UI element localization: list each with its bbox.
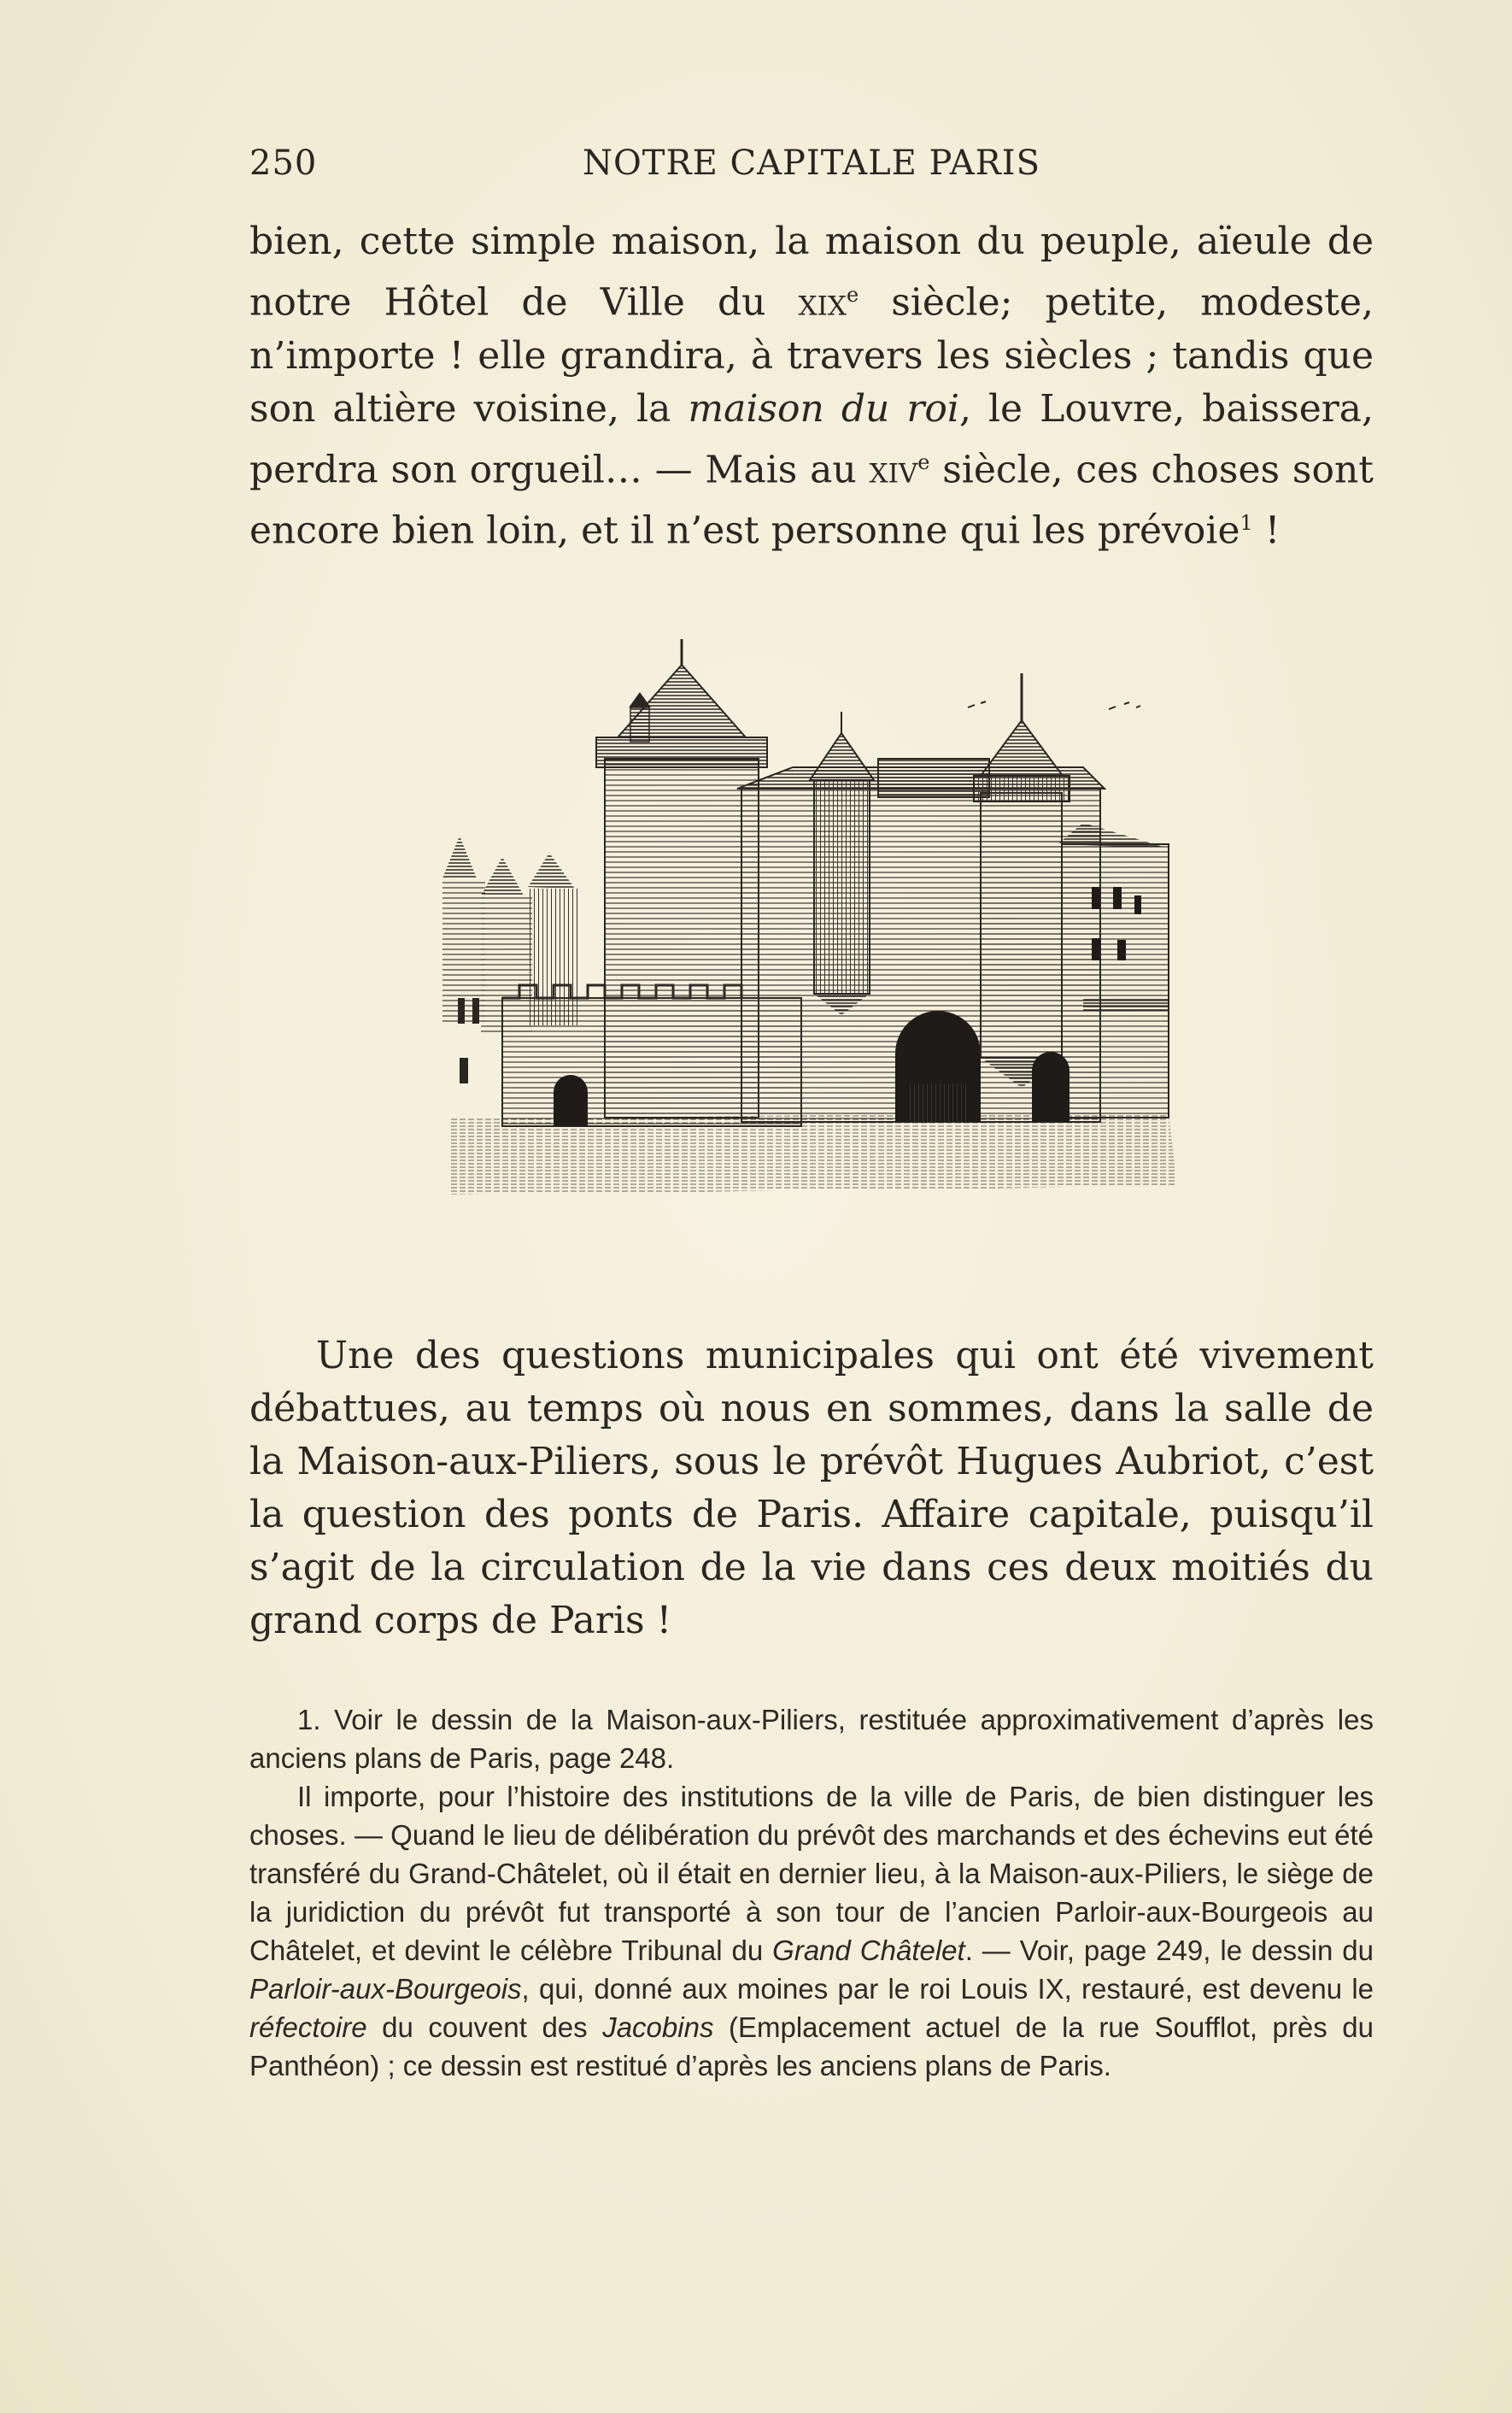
century-numeral: xix [798, 280, 847, 325]
century-numeral: xiv [869, 448, 918, 492]
page-header [249, 144, 1374, 195]
text-run: Il importe, pour l’histoire des institutions de la ville de Paris, de bien distinguer les choses. — Quand le lieu de délibération du prévôt des marchands et des échevins eut été transféré du Grand-Châtelet, où il était en dernier lieu, à la Maison-aux-Piliers, le siège de la juridiction du prévôt fut transporté à son tour de l’ancien Parloir-aux-Bourgeois au Châtelet, et devint le célèbre Tribunal du [249, 1781, 1374, 1966]
text-run: . — Voir, page 249, le dessin du [964, 1935, 1374, 1966]
superscript: e [917, 449, 930, 474]
text-run: bien, cette simple maison, la maison du peuple, aïeule de notre Hôtel de Ville du [249, 220, 1374, 325]
footnote-marker: 1 [1239, 511, 1253, 536]
castle-engraving [434, 639, 1186, 1203]
italic-phrase: réfectoire [249, 2011, 367, 2043]
italic-phrase: Jacobins [602, 2011, 714, 2043]
footnote-1-continuation [249, 1777, 1374, 2085]
superscript: e [846, 283, 859, 307]
right-tower [974, 673, 1070, 1088]
italic-phrase: Parloir-aux-Bourgeois [249, 1973, 522, 2005]
paragraph-1 [249, 215, 1374, 558]
page-number: 250 [249, 144, 318, 183]
footnotes [249, 1700, 1374, 2085]
italic-phrase: Grand Châtelet [772, 1935, 965, 1966]
footnote-1: 1. Voir le dessin de la Maison-aux-Piliers, restituée approximativement d’après les anciens plans de Paris, page 248. [249, 1704, 1374, 1774]
middle-turret [810, 712, 874, 1015]
text-run: , qui, donné aux moines par le roi Louis IX, restauré, est devenu le [521, 1973, 1374, 2005]
running-title: NOTRE CAPITALE PARIS [582, 144, 1040, 183]
text-run: siècle, ces choses sont encore bien loin, et il n’est personne qui les prévoie [249, 448, 1374, 553]
text-run: siècle; petite, modeste, n’importe ! elle grandira, à travers les siècles ; tandis que son altière voisine, la [249, 280, 1374, 431]
text-run: ! [1252, 508, 1281, 553]
text-run: du couvent des [366, 2011, 603, 2043]
text-run: (Emplacement actuel de la rue Soufflot, près du Panthéon) ; ce dessin est restitué d’après les anciens plans de Paris. [249, 2011, 1374, 2081]
italic-phrase: maison du roi [688, 386, 959, 431]
paragraph-2: Une des questions municipales qui ont été vivement débattues, au temps où nous en sommes, dans la salle de la Maison-aux-Piliers, sous le prévôt Hugues Aubriot, c’est la question des ponts de Paris. Affaire capitale, puisqu’il s’agit de la circulation de la vie dans ces deux moitiés du grand corps de Paris ! [249, 1334, 1374, 1642]
text-run: , le Louvre, baissera, perdra son orgueil… — Mais au [249, 386, 1374, 492]
